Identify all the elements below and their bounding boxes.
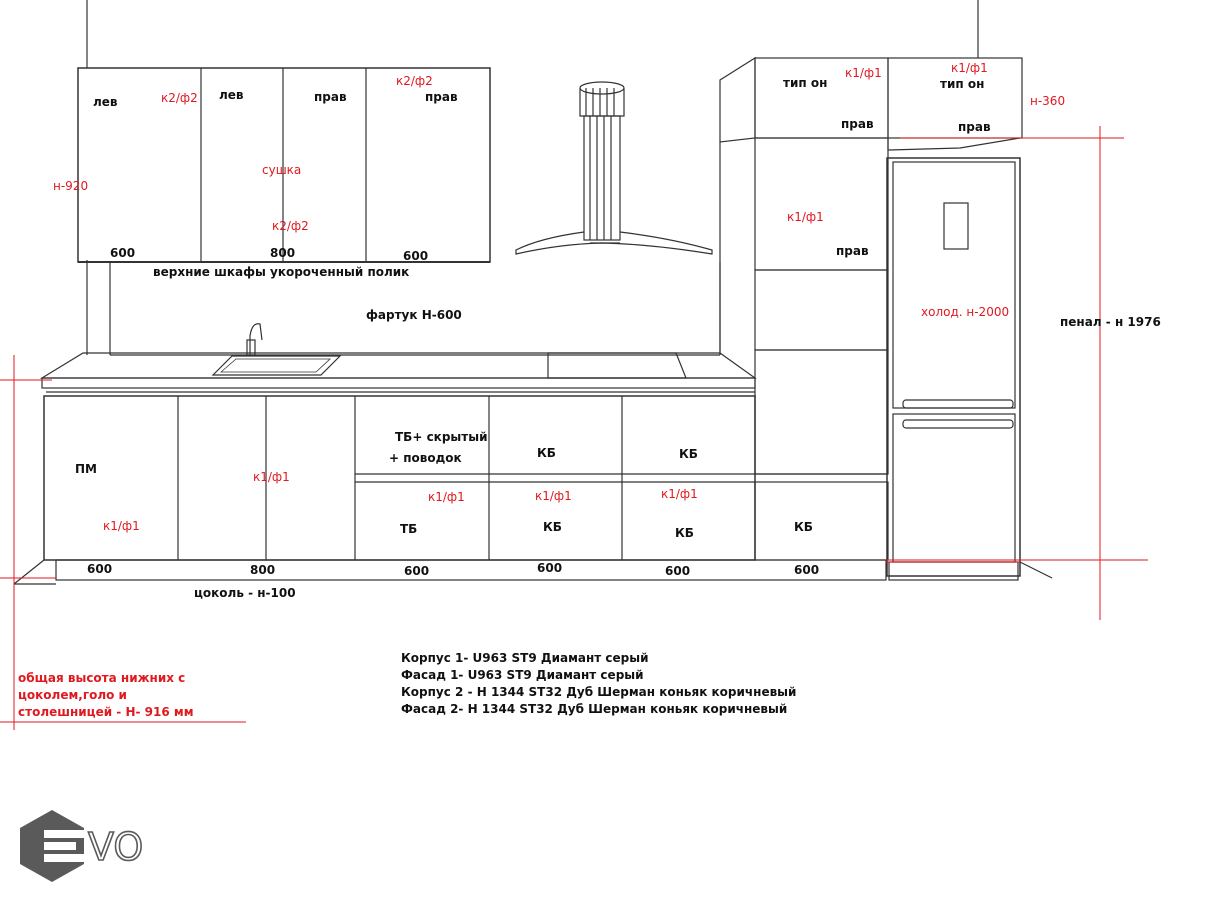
lower-width-800: 800 xyxy=(250,563,276,577)
material-line-3: Корпус 2 - Н 1344 ST32 Дуб Шерман коньяк коричневый xyxy=(401,685,797,699)
lower-label-kb-4: КБ xyxy=(675,526,694,540)
lower-label-povodok: + поводок xyxy=(389,451,462,465)
upper-width-600-right: 600 xyxy=(403,249,429,263)
tall-code-k1f1-mid: к1/ф1 xyxy=(787,210,824,224)
lower-label-tb: ТБ xyxy=(400,522,418,536)
lower-width-600-3: 600 xyxy=(537,561,563,575)
penal-height-label: пенал - н 1976 xyxy=(1060,315,1161,329)
lower-label-kb-1: КБ xyxy=(537,446,556,460)
upper-width-600-left: 600 xyxy=(110,246,136,260)
lower-label-kb-3: КБ xyxy=(543,520,562,534)
upper-label-prav-1: прав xyxy=(314,90,347,104)
lower-width-600-4: 600 xyxy=(665,564,691,578)
total-height-line-2: цоколем,голо и xyxy=(18,688,127,702)
upper-code-k2f2-c: к2/ф2 xyxy=(272,219,309,233)
tall-code-k1f1-top-1: к1/ф1 xyxy=(845,66,882,80)
tall-code-k1f1-top-2: к1/ф1 xyxy=(951,61,988,75)
tall-label-prav-mid: прав xyxy=(836,244,869,258)
fridge xyxy=(887,158,1020,580)
lower-code-k1f1-d3: к1/ф1 xyxy=(661,487,698,501)
material-line-2: Фасад 1- U963 ST9 Диамант серый xyxy=(401,668,644,682)
tall-label-tip-on-2: тип он xyxy=(940,77,985,91)
material-line-4: Фасад 2- Н 1344 ST32 Дуб Шерман коньяк коричневый xyxy=(401,702,788,716)
lower-label-pm: ПМ xyxy=(75,462,97,476)
lower-label-kb-2: КБ xyxy=(679,447,698,461)
material-line-1: Корпус 1- U963 ST9 Диамант серый xyxy=(401,651,649,665)
lower-width-600-5: 600 xyxy=(794,563,820,577)
upper-caption: верхние шкафы укороченный полик xyxy=(153,265,410,279)
materials-note xyxy=(401,650,796,718)
upper-label-lev-1: лев xyxy=(93,95,118,109)
tall-label-tip-on-1: тип он xyxy=(783,76,828,90)
total-height-line-1: общая высота нижних с xyxy=(18,671,186,685)
lower-cabinets xyxy=(44,396,886,580)
total-height-line-3: столешницей - Н- 916 мм xyxy=(18,705,194,719)
lower-code-k1f1-pm: к1/ф1 xyxy=(103,519,140,533)
apron-label: фартук Н-600 xyxy=(366,308,462,322)
lower-code-k1f1-800: к1/ф1 xyxy=(253,470,290,484)
top-box-height-label: н-360 xyxy=(1030,94,1066,108)
lower-code-k1f1-d2: к1/ф1 xyxy=(535,489,572,503)
lower-label-tb-hidden: ТБ+ скрытый xyxy=(395,430,488,444)
upper-label-sushka: сушка xyxy=(262,163,302,177)
range-hood xyxy=(516,82,712,254)
plinth-label: цоколь - н-100 xyxy=(194,586,296,600)
evo-logo xyxy=(20,810,160,882)
fridge-height-label: холод. н-2000 xyxy=(921,305,1010,319)
upper-height-label: н-920 xyxy=(53,179,89,193)
lower-width-600-1: 600 xyxy=(87,562,113,576)
upper-width-800: 800 xyxy=(270,246,296,260)
upper-label-prav-2: прав xyxy=(425,90,458,104)
countertop xyxy=(42,324,755,392)
upper-label-lev-2: лев xyxy=(219,88,244,102)
tall-label-prav-top-2: прав xyxy=(958,120,991,134)
lower-label-kb-5: КБ xyxy=(794,520,813,534)
lower-width-600-2: 600 xyxy=(404,564,430,578)
logo-text: VO xyxy=(88,825,144,869)
upper-code-k2f2-a: к2/ф2 xyxy=(161,91,198,105)
total-height-note xyxy=(18,670,194,721)
lower-code-k1f1-d1: к1/ф1 xyxy=(428,490,465,504)
tall-label-prav-top-1: прав xyxy=(841,117,874,131)
upper-code-k2f2-b: к2/ф2 xyxy=(396,74,433,88)
